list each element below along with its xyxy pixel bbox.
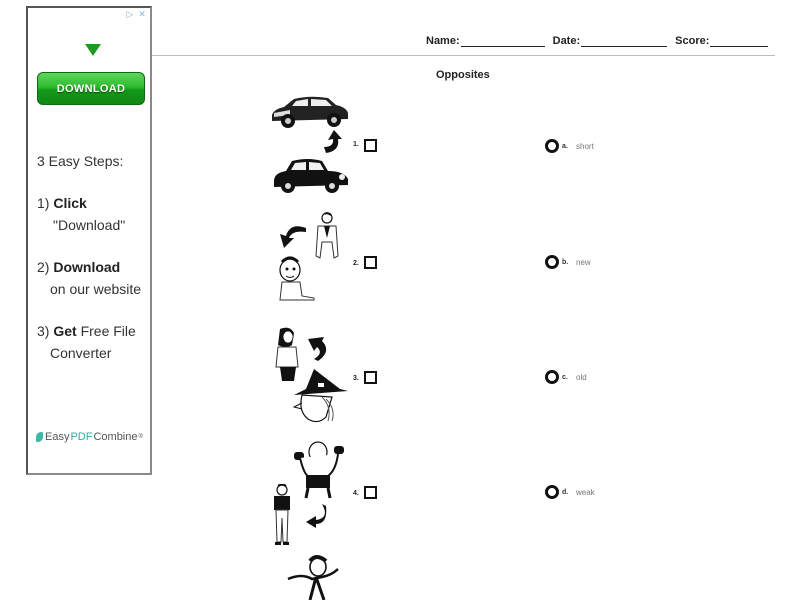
question-1 bbox=[270, 93, 390, 203]
thin-man-picture bbox=[270, 484, 294, 546]
old-witch-picture bbox=[292, 367, 350, 425]
score-label: Score: bbox=[675, 35, 710, 47]
step-action: Get bbox=[53, 323, 77, 339]
step-number: 2) bbox=[37, 259, 50, 275]
date-field bbox=[553, 35, 668, 47]
option-d-radio[interactable] bbox=[545, 485, 559, 499]
ad-step-2 bbox=[37, 256, 141, 300]
ad-step-3 bbox=[37, 320, 141, 364]
date-blank-line bbox=[581, 36, 667, 47]
down-arrow-icon bbox=[85, 44, 101, 56]
option-a bbox=[545, 139, 594, 153]
step-detail-inline: Free File bbox=[80, 323, 136, 339]
question-2 bbox=[270, 210, 390, 320]
option-word: old bbox=[576, 372, 587, 382]
option-word: new bbox=[576, 257, 591, 267]
step-action: Download bbox=[53, 259, 121, 275]
step-action: Click bbox=[53, 195, 87, 211]
option-d bbox=[545, 485, 595, 499]
answer-box-2[interactable] bbox=[364, 256, 377, 269]
name-label: Name: bbox=[426, 35, 460, 47]
option-b-radio[interactable] bbox=[545, 255, 559, 269]
ad-step-1 bbox=[37, 192, 141, 236]
curved-arrow-icon bbox=[304, 502, 330, 528]
score-blank-line bbox=[710, 36, 768, 47]
curved-arrow-icon bbox=[322, 129, 348, 155]
option-letter: d. bbox=[562, 488, 569, 496]
curved-arrow-icon bbox=[278, 222, 308, 250]
option-c-radio[interactable] bbox=[545, 370, 559, 384]
limousine-picture bbox=[270, 93, 350, 133]
option-letter: a. bbox=[562, 142, 568, 150]
leaf-icon bbox=[36, 432, 43, 442]
option-letter: c. bbox=[562, 373, 568, 381]
ad-steps-title: 3 Easy Steps: bbox=[37, 153, 124, 169]
tall-man-picture bbox=[314, 212, 340, 262]
step-detail: "Download" bbox=[53, 217, 126, 233]
name-blank-line bbox=[461, 36, 545, 47]
question-4 bbox=[270, 440, 390, 550]
header-divider bbox=[152, 55, 775, 56]
step-detail: on our website bbox=[50, 281, 142, 297]
option-b bbox=[545, 255, 591, 269]
option-word: weak bbox=[576, 487, 595, 497]
ad-panel bbox=[26, 6, 152, 475]
answer-box-3[interactable] bbox=[364, 371, 377, 384]
step-detail: Converter bbox=[50, 345, 112, 361]
answer-box-4[interactable] bbox=[364, 486, 377, 499]
question-3 bbox=[270, 325, 390, 435]
option-letter: b. bbox=[562, 258, 569, 266]
answer-box-1[interactable] bbox=[364, 139, 377, 152]
question-5 bbox=[270, 553, 390, 600]
brand-mark: ® bbox=[138, 434, 143, 440]
ad-choices-icon[interactable]: ▷ bbox=[126, 10, 134, 20]
strong-man-picture bbox=[292, 440, 348, 500]
question-number: 2. bbox=[353, 260, 359, 267]
curved-arrow-icon bbox=[304, 333, 330, 363]
brand-part: Combine bbox=[93, 431, 138, 443]
name-field bbox=[426, 35, 545, 47]
question-number: 4. bbox=[353, 490, 359, 497]
running-figure-picture bbox=[286, 553, 346, 600]
vintage-car-picture bbox=[270, 155, 350, 195]
step-number: 1) bbox=[37, 195, 50, 211]
ad-choices bbox=[125, 10, 147, 20]
close-icon[interactable]: ✕ bbox=[138, 10, 146, 20]
option-word: short bbox=[576, 141, 594, 151]
short-man-picture bbox=[274, 256, 318, 304]
worksheet-title: Opposites bbox=[436, 69, 490, 81]
question-number: 1. bbox=[353, 141, 359, 148]
question-number: 3. bbox=[353, 375, 359, 382]
ad-download-button[interactable]: DOWNLOAD bbox=[37, 72, 145, 105]
brand-part: Easy bbox=[45, 431, 70, 443]
worksheet-header-fields bbox=[426, 35, 776, 47]
option-a-radio[interactable] bbox=[545, 139, 559, 153]
option-c bbox=[545, 370, 587, 384]
ad-steps bbox=[37, 150, 141, 384]
score-field bbox=[675, 35, 768, 47]
brand-part: PDF bbox=[70, 431, 93, 443]
ad-brand-logo[interactable] bbox=[36, 431, 143, 443]
date-label: Date: bbox=[552, 35, 581, 47]
step-number: 3) bbox=[37, 323, 50, 339]
